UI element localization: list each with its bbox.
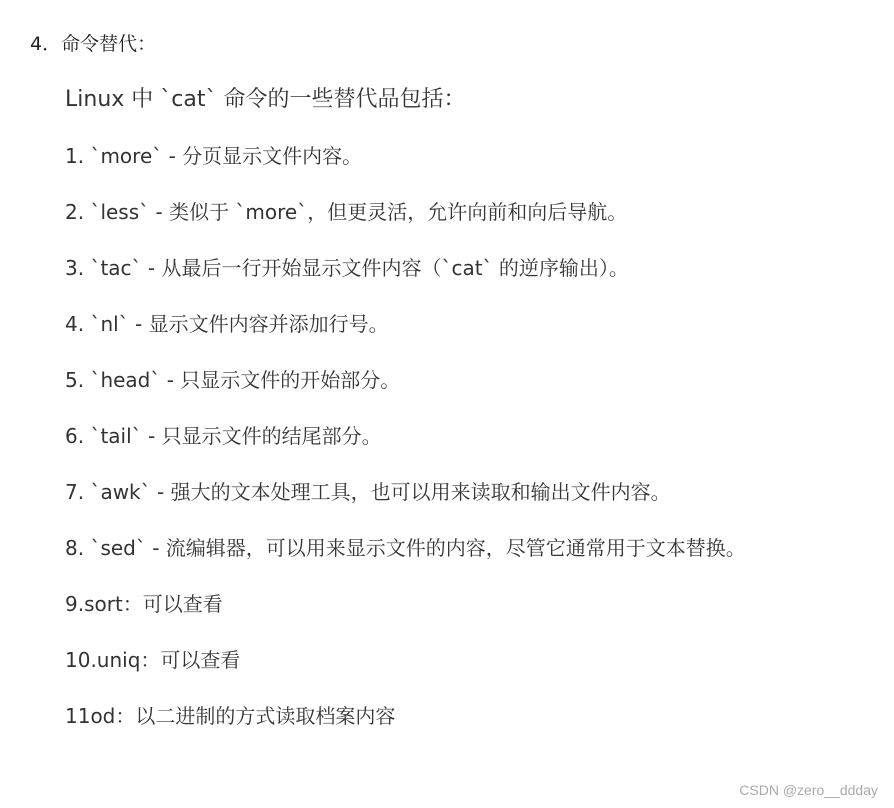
- list-item: 5. `head` - 只显示文件的开始部分。: [65, 368, 401, 392]
- list-item: 8. `sed` - 流编辑器，可以用来显示文件的内容，尽管它通常用于文本替换。: [65, 536, 746, 560]
- list-item: 11od：以二进制的方式读取档案内容: [65, 704, 396, 728]
- list-item: 2. `less` - 类似于 `more`，但更灵活，允许向前和向后导航。: [65, 200, 628, 224]
- list-item: 10.uniq：可以查看: [65, 648, 241, 672]
- section-heading: 4．命令替代：: [30, 33, 157, 55]
- intro-paragraph: Linux 中 `cat` 命令的一些替代品包括：: [65, 87, 466, 112]
- list-item: 1. `more` - 分页显示文件内容。: [65, 144, 363, 168]
- list-item: 9.sort：可以查看: [65, 592, 223, 616]
- list-item: 3. `tac` - 从最后一行开始显示文件内容（`cat` 的逆序输出）。: [65, 256, 629, 280]
- csdn-watermark: CSDN @zero__ddday: [739, 782, 878, 798]
- list-item: 4. `nl` - 显示文件内容并添加行号。: [65, 312, 389, 336]
- list-item: 7. `awk` - 强大的文本处理工具，也可以用来读取和输出文件内容。: [65, 480, 671, 504]
- list-item: 6. `tail` - 只显示文件的结尾部分。: [65, 424, 382, 448]
